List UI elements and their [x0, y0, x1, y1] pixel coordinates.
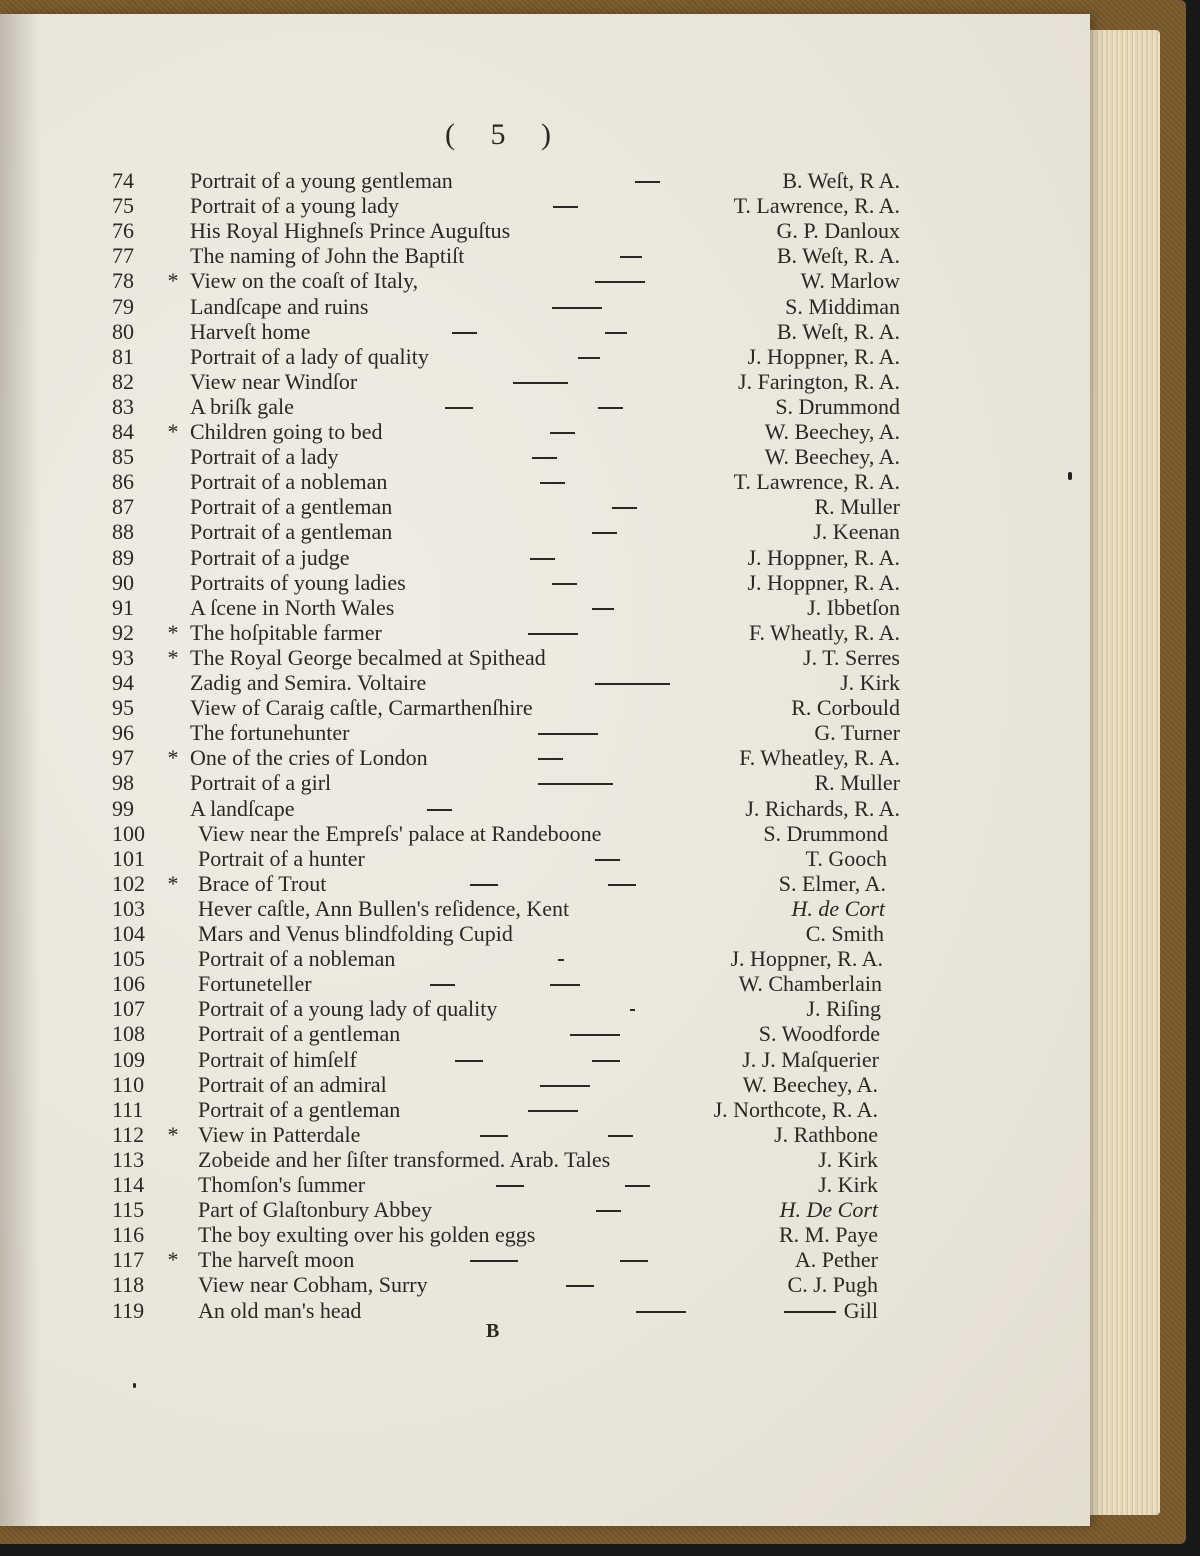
- leader-dash: [538, 733, 598, 735]
- entry-title: Landſcape and ruins: [190, 293, 369, 319]
- entry-title: View on the coaſt of Italy,: [190, 268, 419, 294]
- catalogue-entry: [0, 720, 1090, 746]
- leader-dash: [538, 758, 563, 760]
- leader-dash: [630, 1009, 635, 1011]
- leader-dash: [552, 583, 577, 585]
- leader-dash: [553, 206, 578, 208]
- leader-dash: [513, 382, 568, 384]
- leader-dash: [595, 859, 620, 861]
- entry-artist: J. Richards, R. A.: [745, 795, 900, 821]
- entry-title: The Royal George becalmed at Spithead: [190, 644, 546, 670]
- entry-number: 84: [112, 419, 134, 444]
- catalogue-entry: [0, 1298, 1090, 1324]
- leader-dash: [608, 884, 636, 886]
- entry-title: An old man's head: [198, 1297, 362, 1323]
- entry-artist: J. Riſing: [806, 996, 881, 1022]
- entry-number: 83: [112, 393, 134, 419]
- catalogue-entry: [0, 494, 1090, 520]
- entry-title: The fortunehunter: [190, 720, 350, 746]
- catalogue-entry: [0, 344, 1090, 370]
- entry-title: Portrait of a lady: [190, 444, 339, 470]
- leader-dash: [558, 959, 564, 961]
- catalogue-entry: [0, 1172, 1090, 1198]
- entry-title: View near Windſor: [190, 368, 358, 394]
- catalogue-entry: [0, 294, 1090, 320]
- entry-artist: H. De Cort: [779, 1197, 878, 1223]
- catalogue-entry: [0, 394, 1090, 420]
- catalogue-entry: [0, 1272, 1090, 1298]
- entry-number: 119: [112, 1297, 145, 1323]
- entry-title: Portrait of an admiral: [198, 1071, 387, 1097]
- entry-number: 92: [112, 619, 134, 645]
- catalogue-entry: [0, 846, 1090, 872]
- leader-dash: [496, 1185, 524, 1187]
- new-work-asterisk: *: [167, 1121, 179, 1147]
- catalogue-entry: [0, 695, 1090, 721]
- catalogue-entry: [0, 1122, 1090, 1148]
- entry-number: 94: [112, 670, 134, 695]
- entry-artist: B. Weſt, R. A.: [776, 243, 900, 269]
- entry-artist: J. J. Maſquerier: [742, 1046, 879, 1072]
- entry-title: Thomſon's ſummer: [198, 1172, 366, 1197]
- catalogue-entry: [0, 193, 1090, 219]
- leader-dash: [592, 532, 617, 534]
- leader-dash: [528, 633, 578, 635]
- leader-dash: [620, 1260, 648, 1262]
- entry-number: 104: [112, 921, 145, 946]
- entry-number: 114: [112, 1172, 145, 1197]
- entry-title: The naming of John the Baptiſt: [190, 243, 465, 269]
- leader-dash: [578, 357, 600, 359]
- entry-number: 90: [112, 569, 134, 595]
- entry-title: Portrait of a nobleman: [198, 946, 396, 972]
- entry-number: 98: [112, 770, 134, 796]
- entry-artist: R. Corbould: [791, 695, 900, 721]
- catalogue-entry: [0, 595, 1090, 621]
- entry-title: Part of Glaſtonbury Abbey: [198, 1197, 433, 1223]
- new-work-asterisk: *: [167, 644, 179, 670]
- leader-dash: [636, 1311, 686, 1313]
- entry-number: 109: [112, 1046, 145, 1072]
- leader-dash: [470, 1260, 518, 1262]
- entry-number: 110: [112, 1071, 145, 1097]
- catalogue-entry: [0, 319, 1090, 345]
- ink-speck: [1068, 472, 1072, 480]
- catalogue-entry: [0, 620, 1090, 646]
- entry-artist: T. Lawrence, R. A.: [733, 193, 900, 219]
- entry-title: Hever caſtle, Ann Bullen's reſidence, Kent: [198, 895, 570, 921]
- catalogue-entry: [0, 971, 1090, 997]
- entry-artist: S. Elmer, A.: [778, 870, 886, 896]
- entry-title: Brace of Trout: [198, 870, 327, 896]
- entry-artist: J. Rathbone: [774, 1121, 878, 1147]
- new-work-asterisk: *: [167, 745, 179, 771]
- entry-title: View of Caraig caſtle, Carmarthenſhire: [190, 695, 533, 721]
- leader-dash: [625, 1185, 650, 1187]
- entry-title: Fortuneteller: [198, 971, 312, 997]
- entry-number: 117: [112, 1247, 145, 1273]
- catalogue-entry: [0, 570, 1090, 596]
- leader-dash: [592, 608, 614, 610]
- catalogue-entry: [0, 419, 1090, 445]
- leader-dash: [528, 1110, 578, 1112]
- entry-artist: C. Smith: [805, 921, 884, 946]
- catalogue-entry: [0, 770, 1090, 796]
- entry-artist: J. T. Serres: [803, 644, 900, 670]
- entry-number: 99: [112, 795, 134, 821]
- leader-dash: [635, 181, 660, 183]
- entry-number: 112: [112, 1121, 145, 1147]
- new-work-asterisk: *: [167, 870, 179, 896]
- new-work-asterisk: *: [167, 619, 179, 645]
- leader-dash: [550, 984, 580, 986]
- leader-dash: [540, 482, 565, 484]
- catalogue-entry: [0, 168, 1090, 194]
- catalogue-entry: [0, 871, 1090, 897]
- leader-dash: [595, 683, 670, 685]
- catalogue-entry: [0, 996, 1090, 1022]
- leader-dash: [598, 407, 623, 409]
- entry-number: 93: [112, 644, 134, 670]
- catalogue-entry: [0, 268, 1090, 294]
- entry-number: 77: [112, 243, 134, 269]
- entry-title: Harveſt home: [190, 318, 311, 344]
- entry-artist: S. Drummond: [775, 393, 900, 419]
- catalogue-entry: [0, 1247, 1090, 1273]
- page-number-header: ( 5 ): [445, 118, 565, 151]
- entry-artist: S. Woodforde: [758, 1021, 880, 1047]
- entry-title: Portrait of a nobleman: [190, 469, 388, 495]
- leader-dash: [550, 432, 575, 434]
- entry-artist: W. Beechey, A.: [742, 1071, 878, 1097]
- entry-number: 89: [112, 544, 134, 570]
- entry-number: 75: [112, 193, 134, 219]
- entry-artist: J. Kirk: [818, 1146, 878, 1172]
- entry-number: 80: [112, 318, 134, 344]
- catalogue-entry: [0, 519, 1090, 545]
- entry-artist: F. Wheatley, R. A.: [739, 745, 900, 771]
- entry-artist: S. Middiman: [785, 293, 900, 319]
- catalogue-entry: [0, 545, 1090, 571]
- entry-title: His Royal Highneſs Prince Auguſtus: [190, 218, 511, 244]
- entry-number: 97: [112, 745, 134, 771]
- catalogue-entry: [0, 796, 1090, 822]
- entry-number: 100: [112, 820, 145, 846]
- catalogue-entry: [0, 1047, 1090, 1073]
- catalogue-entry: [0, 1021, 1090, 1047]
- entry-title: Mars and Venus blindfolding Cupid: [198, 921, 513, 946]
- entry-artist: B. Weſt, R. A.: [776, 318, 900, 344]
- entry-title: Portrait of a gentleman: [198, 1096, 401, 1122]
- entry-artist: W. Beechey, A.: [764, 444, 900, 470]
- entry-title: Children going to bed: [190, 419, 383, 444]
- entry-title: A ſcene in North Wales: [190, 594, 395, 620]
- entry-number: 81: [112, 343, 134, 369]
- entry-artist: H. de Cort: [791, 895, 885, 921]
- entry-artist: J. Hoppner, R. A.: [747, 544, 900, 570]
- leader-dash: [566, 1285, 594, 1287]
- entry-number: 82: [112, 368, 134, 394]
- leader-dash: [427, 809, 452, 811]
- entry-number: 102: [112, 870, 145, 896]
- entry-title: Portrait of a lady of quality: [190, 343, 429, 369]
- entry-title: The boy exulting over his golden eggs: [198, 1222, 536, 1248]
- leader-dash: [608, 1135, 633, 1137]
- entry-artist: G. P. Danloux: [776, 218, 900, 244]
- catalogue-entry: [0, 1222, 1090, 1248]
- leader-dash: [596, 1210, 621, 1212]
- entry-artist: J. Kirk: [840, 670, 900, 695]
- entry-artist: J. Kirk: [818, 1172, 878, 1197]
- catalogue-entry: [0, 670, 1090, 696]
- entry-artist: B. Weſt, R A.: [782, 168, 900, 193]
- leader-dash: [538, 783, 613, 785]
- entry-number: 108: [112, 1021, 145, 1047]
- leader-dash: [620, 256, 642, 258]
- entry-artist: J. Northcote, R. A.: [713, 1096, 878, 1122]
- entry-number: 95: [112, 695, 134, 721]
- catalogue-entry: [0, 896, 1090, 922]
- entry-number: 116: [112, 1222, 145, 1248]
- catalogue-entry: [0, 645, 1090, 671]
- entry-number: 88: [112, 519, 134, 545]
- signature-mark: B: [486, 1320, 500, 1342]
- entry-artist: J. Farington, R. A.: [738, 368, 900, 394]
- entry-artist: C. J. Pugh: [787, 1272, 878, 1298]
- catalogue-entry: [0, 745, 1090, 771]
- leader-dash: [452, 332, 477, 334]
- entry-artist: J. Hoppner, R. A.: [747, 343, 900, 369]
- leader-dash: [784, 1311, 836, 1313]
- entry-title: Portrait of a young gentleman: [190, 168, 453, 193]
- catalogue-entry: [0, 946, 1090, 972]
- entry-artist: W. Marlow: [800, 268, 900, 294]
- entry-title: View in Patterdale: [198, 1121, 361, 1147]
- entry-artist: R. Muller: [814, 770, 900, 796]
- catalogue-entry: [0, 469, 1090, 495]
- entry-title: Portrait of a young lady: [190, 193, 399, 219]
- leader-dash: [592, 1060, 620, 1062]
- leader-dash: [570, 1034, 620, 1036]
- entry-title: A landſcape: [190, 795, 295, 821]
- leader-dash: [455, 1060, 483, 1062]
- entry-title: Portrait of a gentleman: [190, 519, 393, 545]
- catalogue-entry: [0, 444, 1090, 470]
- entry-title: Portraits of young ladies: [190, 569, 406, 595]
- entry-title: Portrait of a gentleman: [198, 1021, 401, 1047]
- catalogue-entry: [0, 1197, 1090, 1223]
- leader-dash: [480, 1135, 508, 1137]
- entry-title: Portrait of a young lady of quality: [198, 996, 498, 1022]
- entry-number: 101: [112, 845, 145, 871]
- catalogue-entry: [0, 1147, 1090, 1173]
- entry-number: 96: [112, 720, 134, 746]
- catalogue-entry: [0, 1097, 1090, 1123]
- entry-title: Portrait of a judge: [190, 544, 350, 570]
- entry-artist: G. Turner: [814, 720, 900, 746]
- entry-number: 86: [112, 469, 134, 495]
- catalogue-entry: [0, 369, 1090, 395]
- entry-number: 87: [112, 494, 134, 520]
- catalogue-entry: [0, 921, 1090, 947]
- entry-artist: Gill: [843, 1297, 878, 1323]
- entry-number: 107: [112, 996, 145, 1022]
- catalogue-entry: [0, 1072, 1090, 1098]
- leader-dash: [605, 332, 627, 334]
- entry-title: The harveſt moon: [198, 1247, 355, 1273]
- entry-number: 76: [112, 218, 134, 244]
- entry-number: 91: [112, 594, 134, 620]
- leader-dash: [532, 457, 557, 459]
- catalogue-entry: [0, 218, 1090, 244]
- entry-title: A briſk gale: [190, 393, 294, 419]
- entry-number: 106: [112, 971, 145, 997]
- entry-title: Portrait of a girl: [190, 770, 332, 796]
- entry-artist: W. Beechey, A.: [764, 419, 900, 444]
- entry-number: 105: [112, 946, 145, 972]
- entry-number: 103: [112, 895, 145, 921]
- entry-artist: J. Hoppner, R. A.: [730, 946, 883, 972]
- entry-artist: R. M. Paye: [779, 1222, 878, 1248]
- entry-number: 113: [112, 1146, 145, 1172]
- entry-title: Portrait of a gentleman: [190, 494, 393, 520]
- entry-title: One of the cries of London: [190, 745, 428, 771]
- leader-dash: [445, 407, 473, 409]
- leader-dash: [430, 984, 455, 986]
- entry-title: View near the Empreſs' palace at Randeboone: [198, 820, 602, 846]
- leader-dash: [530, 558, 555, 560]
- entry-number: 78: [112, 268, 134, 294]
- new-work-asterisk: *: [167, 419, 179, 444]
- entry-title: Portrait of a hunter: [198, 845, 365, 871]
- entry-artist: R. Muller: [814, 494, 900, 520]
- leader-dash: [540, 1085, 590, 1087]
- entry-artist: J. Keenan: [813, 519, 900, 545]
- entry-number: 115: [112, 1197, 145, 1223]
- entry-number: 74: [112, 168, 134, 193]
- entry-artist: J. Ibbetſon: [807, 594, 900, 620]
- leader-dash: [612, 507, 637, 509]
- leader-dash: [470, 884, 498, 886]
- entry-artist: W. Chamberlain: [738, 971, 882, 997]
- catalogue-entry: [0, 821, 1090, 847]
- entry-title: Portrait of himſelf: [198, 1046, 357, 1072]
- entry-title: Zadig and Semira. Voltaire: [190, 670, 427, 695]
- entry-number: 85: [112, 444, 134, 470]
- entry-title: View near Cobham, Surry: [198, 1272, 428, 1298]
- entry-title: Zobeide and her ſiſter transformed. Arab. Tales: [198, 1146, 611, 1172]
- leader-dash: [552, 307, 602, 309]
- entry-number: 79: [112, 293, 134, 319]
- leader-dash: [595, 281, 645, 283]
- new-work-asterisk: *: [167, 1247, 179, 1273]
- catalogue-entry: [0, 243, 1090, 269]
- ink-speck: [133, 1383, 136, 1388]
- entry-artist: J. Hoppner, R. A.: [747, 569, 900, 595]
- entry-number: 111: [112, 1096, 144, 1122]
- entry-artist: S. Drummond: [763, 820, 888, 846]
- entry-title: The hoſpitable farmer: [190, 619, 382, 645]
- new-work-asterisk: *: [167, 268, 179, 294]
- entry-artist: A. Pether: [794, 1247, 878, 1273]
- entry-number: 118: [112, 1272, 145, 1298]
- entry-artist: T. Gooch: [805, 845, 887, 871]
- entry-artist: T. Lawrence, R. A.: [733, 469, 900, 495]
- entry-artist: F. Wheatly, R. A.: [748, 619, 900, 645]
